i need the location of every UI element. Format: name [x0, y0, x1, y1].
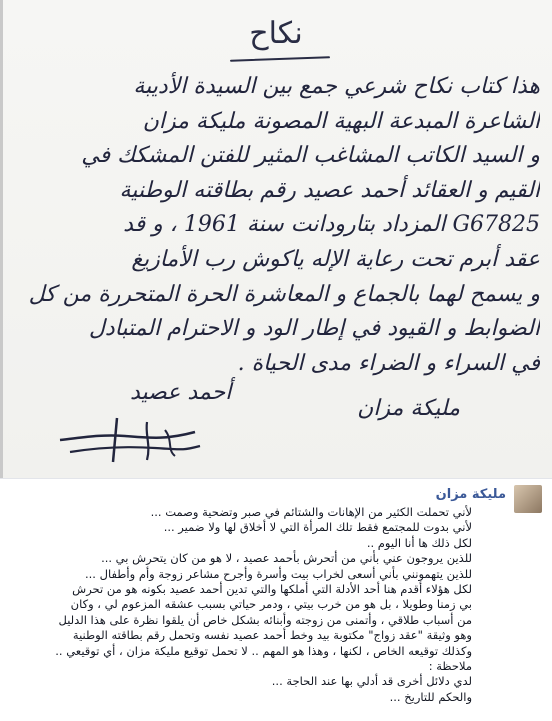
post-author-link[interactable]: مليكة مزان	[435, 487, 506, 502]
document-line: و يسمح لهما بالجماع و المعاشرة الحرة المتحررة من كل	[28, 281, 540, 307]
document-line: القيم و العقائد أحمد عصيد رقم بطاقته الوطنية	[119, 177, 540, 203]
post-line: للذين يتهمونني بأني أسعى لخراب بيت وأسرة وأجرح مشاعر زوجة وأم وأطفال ...	[84, 566, 472, 581]
document-line: في السراء و الضراء مدى الحياة .	[237, 350, 540, 376]
signatory-name-right: مليكة مزان	[357, 396, 460, 421]
post-line: للذين يروجون عني بأني من أتحرش بأحمد عصيد ، لا هو من كان يتحرش بي ...	[101, 551, 472, 566]
post-text	[55, 505, 472, 705]
post-line: وكذلك توقيعه الخاص ، لكنها ، وهذا هو المهم .. لا تحمل توقيع مليكة مزان ، أي توقيعي ..	[55, 643, 472, 658]
document-title: نكاح	[249, 16, 303, 51]
document-body	[10, 70, 540, 381]
post-line: لكل ذلك ها أنا اليوم ..	[366, 535, 472, 550]
signatory-name-left: أحمد عصيد	[130, 380, 232, 405]
post-line: لأني بدوت للمجتمع فقط تلك المرأة التي لا أخلاق لها ولا ضمير ...	[163, 520, 472, 535]
document-line: عقد أبرم تحت رعاية الإله ياكوش رب الأمازيغ	[131, 246, 540, 272]
avatar[interactable]	[514, 485, 542, 513]
post-line: لأني تحملت الكثير من الإهانات والشتائم في صبر وتضحية وصمت ...	[150, 505, 472, 519]
document-line: هذا كتاب نكاح شرعي جمع بين السيدة الأديبة	[133, 74, 540, 99]
post-line: بي زمنا وطويلا ، بل هو من خرب بيتي ، ودمر حياتي بسبب عشقه المزعوم لي ، وكان	[70, 597, 472, 612]
document-line: الشاعرة المبدعة البهية المصونة مليكة مزان	[142, 108, 540, 134]
post-line: من أسباب طلاقي ، وأتمنى من زوجته وأبنائه بشكل خاص أن يلقوا نظرة على هذا الدليل	[58, 612, 472, 627]
post-line: والحكم للتاريخ ...	[389, 689, 472, 704]
post-line: لكل هؤلاء أقدم هنا أحد الأدلة التي أملكها والتي تدين أحمد عصيد بكونه هو من تحرش	[72, 582, 472, 597]
document-line: الضوابط و القيود في إطار الود و الاحترام المتبادل	[88, 316, 540, 342]
title-underline	[230, 56, 330, 61]
document-line: G67825 المزداد بتارودانت سنة 1961 ، و قد	[123, 212, 540, 238]
handwritten-signature	[55, 410, 205, 470]
post-line: ملاحظة :	[428, 659, 472, 674]
post-line: لدي دلائل أخرى قد أدلي بها عند الحاجة ...	[271, 674, 472, 689]
document-line: و السيد الكاتب المشاغب المثير للفتن المشكك في	[81, 143, 540, 169]
photo-edge	[0, 0, 3, 478]
facebook-post	[0, 478, 552, 721]
post-line: وهو وثيقة "عقد زواج" مكتوبة بيد وخط أحمد عصيد نفسه وتحمل رقم بطاقته الوطنية	[72, 628, 472, 643]
